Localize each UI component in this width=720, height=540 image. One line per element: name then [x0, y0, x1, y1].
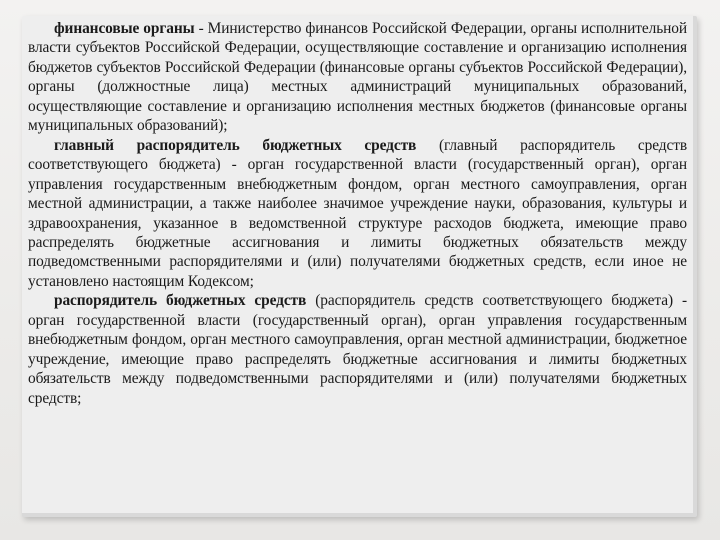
- definition-paragraph-chief-manager: [28, 136, 687, 292]
- definition-manager: (распорядитель средств соответствующего бюджета) - орган государственной власти (государственный орган), орган управления государственным внебюджетным фондом, орган местного самоуправления, орган местной администрации, бюджетное учреждение, имеющие право распределять бюджетные ассигнования и лимиты бюджетных обязательств между подведомственными распорядителями и (или) получателями бюджетных средств;: [28, 292, 687, 407]
- term-chief-manager: главный распорядитель бюджетных средств: [54, 136, 417, 154]
- definition-paragraph-financial-bodies: [28, 19, 687, 136]
- term-manager: распорядитель бюджетных средств: [54, 292, 307, 310]
- term-financial-bodies: финансовые органы: [54, 20, 195, 37]
- definition-paragraph-manager: [28, 291, 687, 408]
- slide-panel: [22, 16, 697, 517]
- definition-financial-bodies: - Министерство финансов Российской Федерации, органы исполнительной власти субъектов Российской Федерации, осуществляющие составление и организацию исполнения бюджетов субъектов Российской Федерации (финансовые органы субъектов Российской Федерации), органы (должностные лица) местных администраций муниципальных образований, осуществляющие составление и организацию исполнения местных бюджетов (финансовые органы муниципальных образований);: [28, 20, 687, 135]
- definition-chief-manager: (главный распорядитель средств соответствующего бюджета) - орган государственной власти (государственный орган), орган управления государственным внебюджетным фондом, орган местного самоуправления, орган местной администрации, а также наиболее значимое учреждение науки, образования, культуры и здравоохранения, указанное в ведомственной структуре расходов бюджета, имеющие право распределять бюджетные ассигнования и лимиты бюджетных обязательств между подведомственными распорядителями и (или) получателями бюджетных средств, если иное не установлено настоящим Кодексом;: [28, 136, 687, 290]
- definitions-text: [28, 19, 687, 408]
